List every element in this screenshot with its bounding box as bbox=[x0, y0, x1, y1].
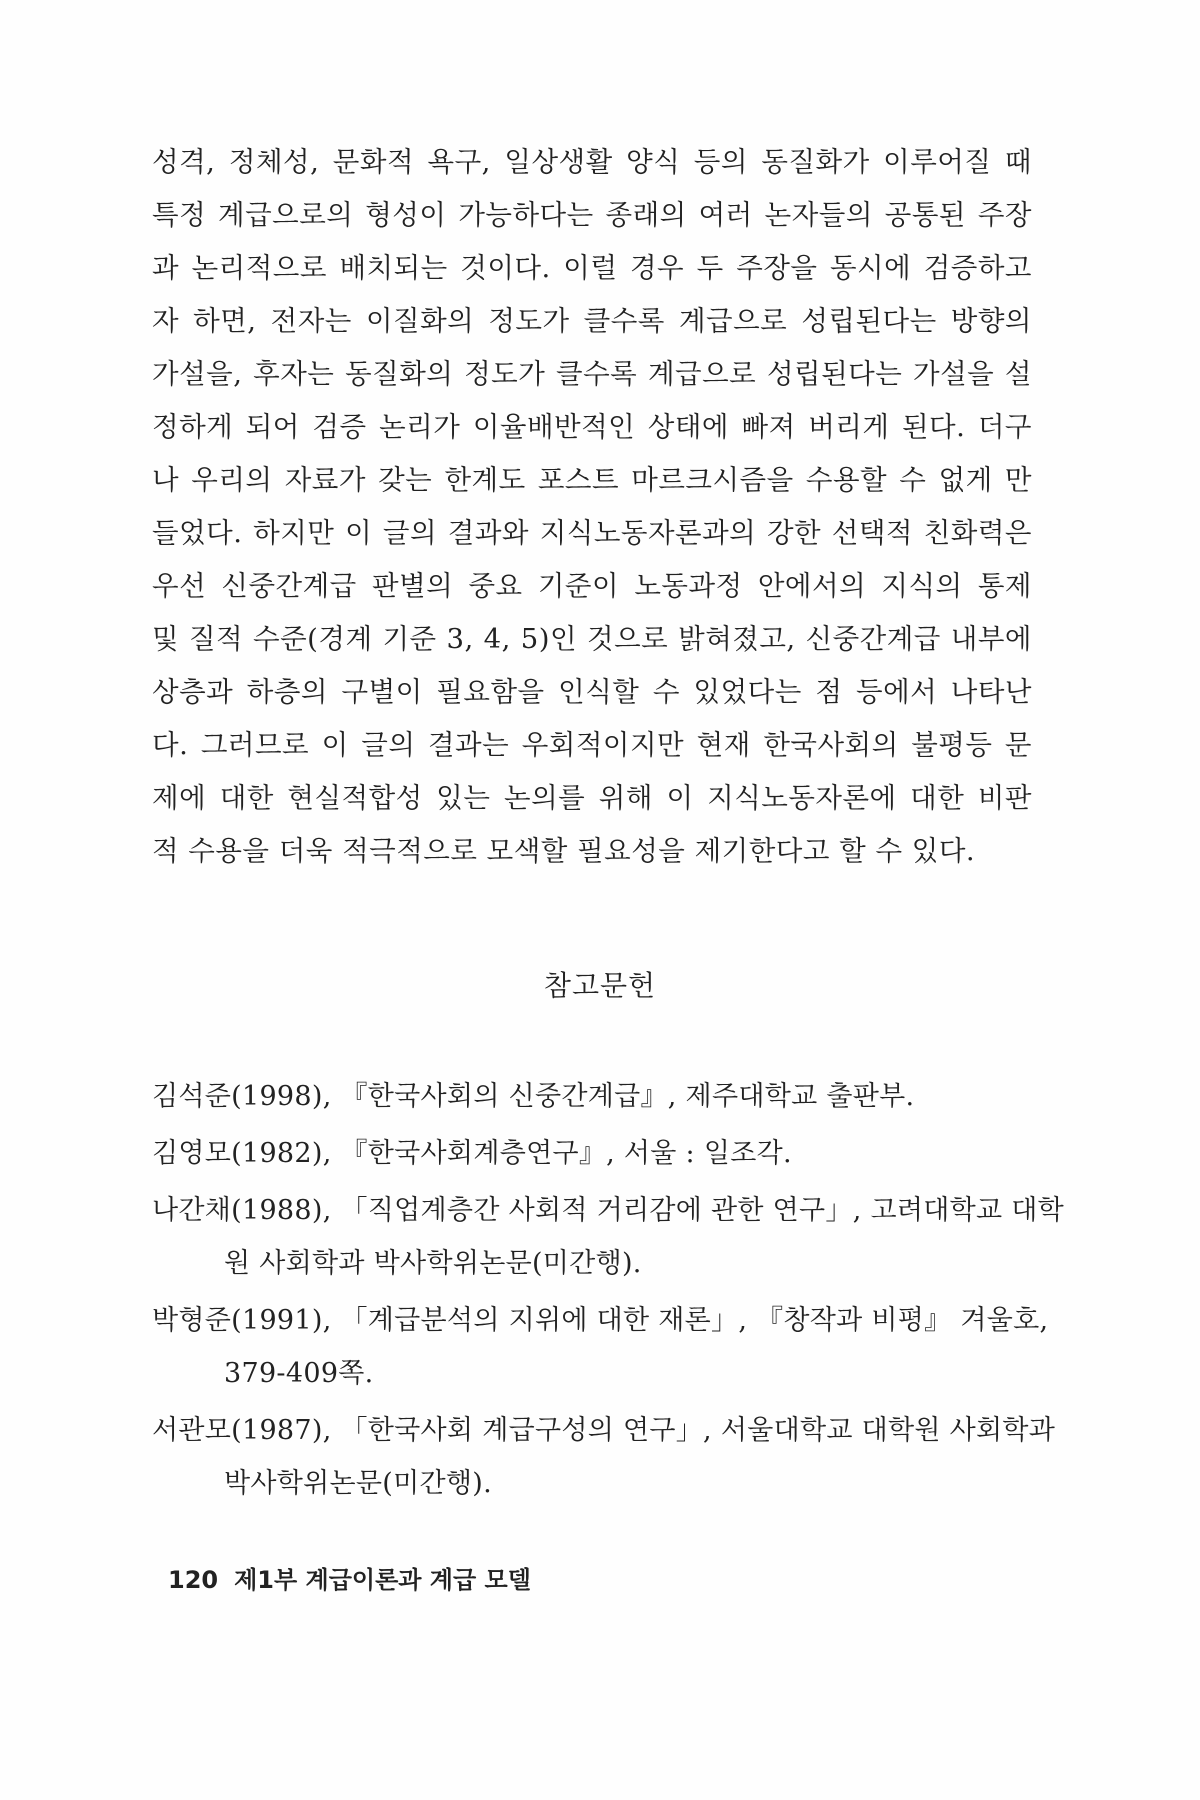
references-heading: 참고문헌 bbox=[543, 969, 657, 1002]
page-footer bbox=[168, 1564, 531, 1596]
body-line: 제에 대한 현실적합성 있는 논의를 위해 이 지식노동자론에 대한 비판 bbox=[152, 782, 1032, 814]
reference-item bbox=[152, 1404, 1056, 1510]
body-line: 적 수용을 더욱 적극적으로 모색할 필요성을 제기한다고 할 수 있다. bbox=[152, 835, 976, 867]
page-number: 120 bbox=[168, 1566, 219, 1594]
reference-item bbox=[152, 1184, 1065, 1290]
reference-text: 김영모(1982), 『한국사회계층연구』, 서울 : 일조각. bbox=[152, 1138, 792, 1169]
body-line: 들었다. 하지만 이 글의 결과와 지식노동자론과의 강한 선택적 친화력은 bbox=[152, 517, 1032, 549]
reference-item bbox=[152, 1294, 1049, 1400]
body-line: 및 질적 수준(경계 기준 3, 4, 5)인 것으로 밝혀졌고, 신중간계급 내부에 bbox=[152, 623, 1032, 655]
body-line: 가설을, 후자는 동질화의 정도가 클수록 계급으로 성립된다는 가설을 설 bbox=[152, 358, 1032, 390]
reference-text-continued: 379-409쪽. bbox=[224, 1358, 374, 1389]
body-line: 과 논리적으로 배치되는 것이다. 이럴 경우 두 주장을 동시에 검증하고 bbox=[152, 252, 1032, 284]
reference-text: 김석준(1998), 『한국사회의 신중간계급』, 제주대학교 출판부. bbox=[152, 1081, 915, 1112]
body-line: 자 하면, 전자는 이질화의 정도가 클수록 계급으로 성립된다는 방향의 bbox=[152, 305, 1032, 337]
body-line: 정하게 되어 검증 논리가 이율배반적인 상태에 빠져 버리게 된다. 더구 bbox=[152, 411, 1032, 443]
body-line: 나 우리의 자료가 갖는 한계도 포스트 마르크시즘을 수용할 수 없게 만 bbox=[152, 464, 1032, 496]
body-line: 우선 신중간계급 판별의 중요 기준이 노동과정 안에서의 지식의 통제 bbox=[152, 570, 1032, 602]
reference-text-continued: 원 사회학과 박사학위논문(미간행). bbox=[224, 1248, 642, 1279]
reference-list bbox=[152, 1070, 1065, 1514]
reference-text: 서관모(1987), 「한국사회 계급구성의 연구」, 서울대학교 대학원 사회학과 bbox=[152, 1415, 1056, 1446]
reference-item bbox=[152, 1070, 1032, 1123]
body-line: 성격, 정체성, 문화적 욕구, 일상생활 양식 등의 동질화가 이루어질 때 bbox=[152, 146, 1032, 178]
reference-text-continued: 박사학위논문(미간행). bbox=[224, 1468, 492, 1499]
running-head: 제1부 계급이론과 계급 모델 bbox=[234, 1566, 531, 1594]
reference-item bbox=[152, 1127, 1032, 1180]
body-line: 상층과 하층의 구별이 필요함을 인식할 수 있었다는 점 등에서 나타난 bbox=[152, 676, 1032, 708]
body-line: 특정 계급으로의 형성이 가능하다는 종래의 여러 논자들의 공통된 주장 bbox=[152, 199, 1032, 231]
body-paragraph bbox=[152, 136, 1032, 878]
reference-text: 나간채(1988), 「직업계층간 사회적 거리감에 관한 연구」, 고려대학교 대학 bbox=[152, 1195, 1065, 1226]
reference-text: 박형준(1991), 「계급분석의 지위에 대한 재론」, 『창작과 비평』 겨울호, bbox=[152, 1305, 1049, 1336]
body-line: 다. 그러므로 이 글의 결과는 우회적이지만 현재 한국사회의 불평등 문 bbox=[152, 729, 1032, 761]
